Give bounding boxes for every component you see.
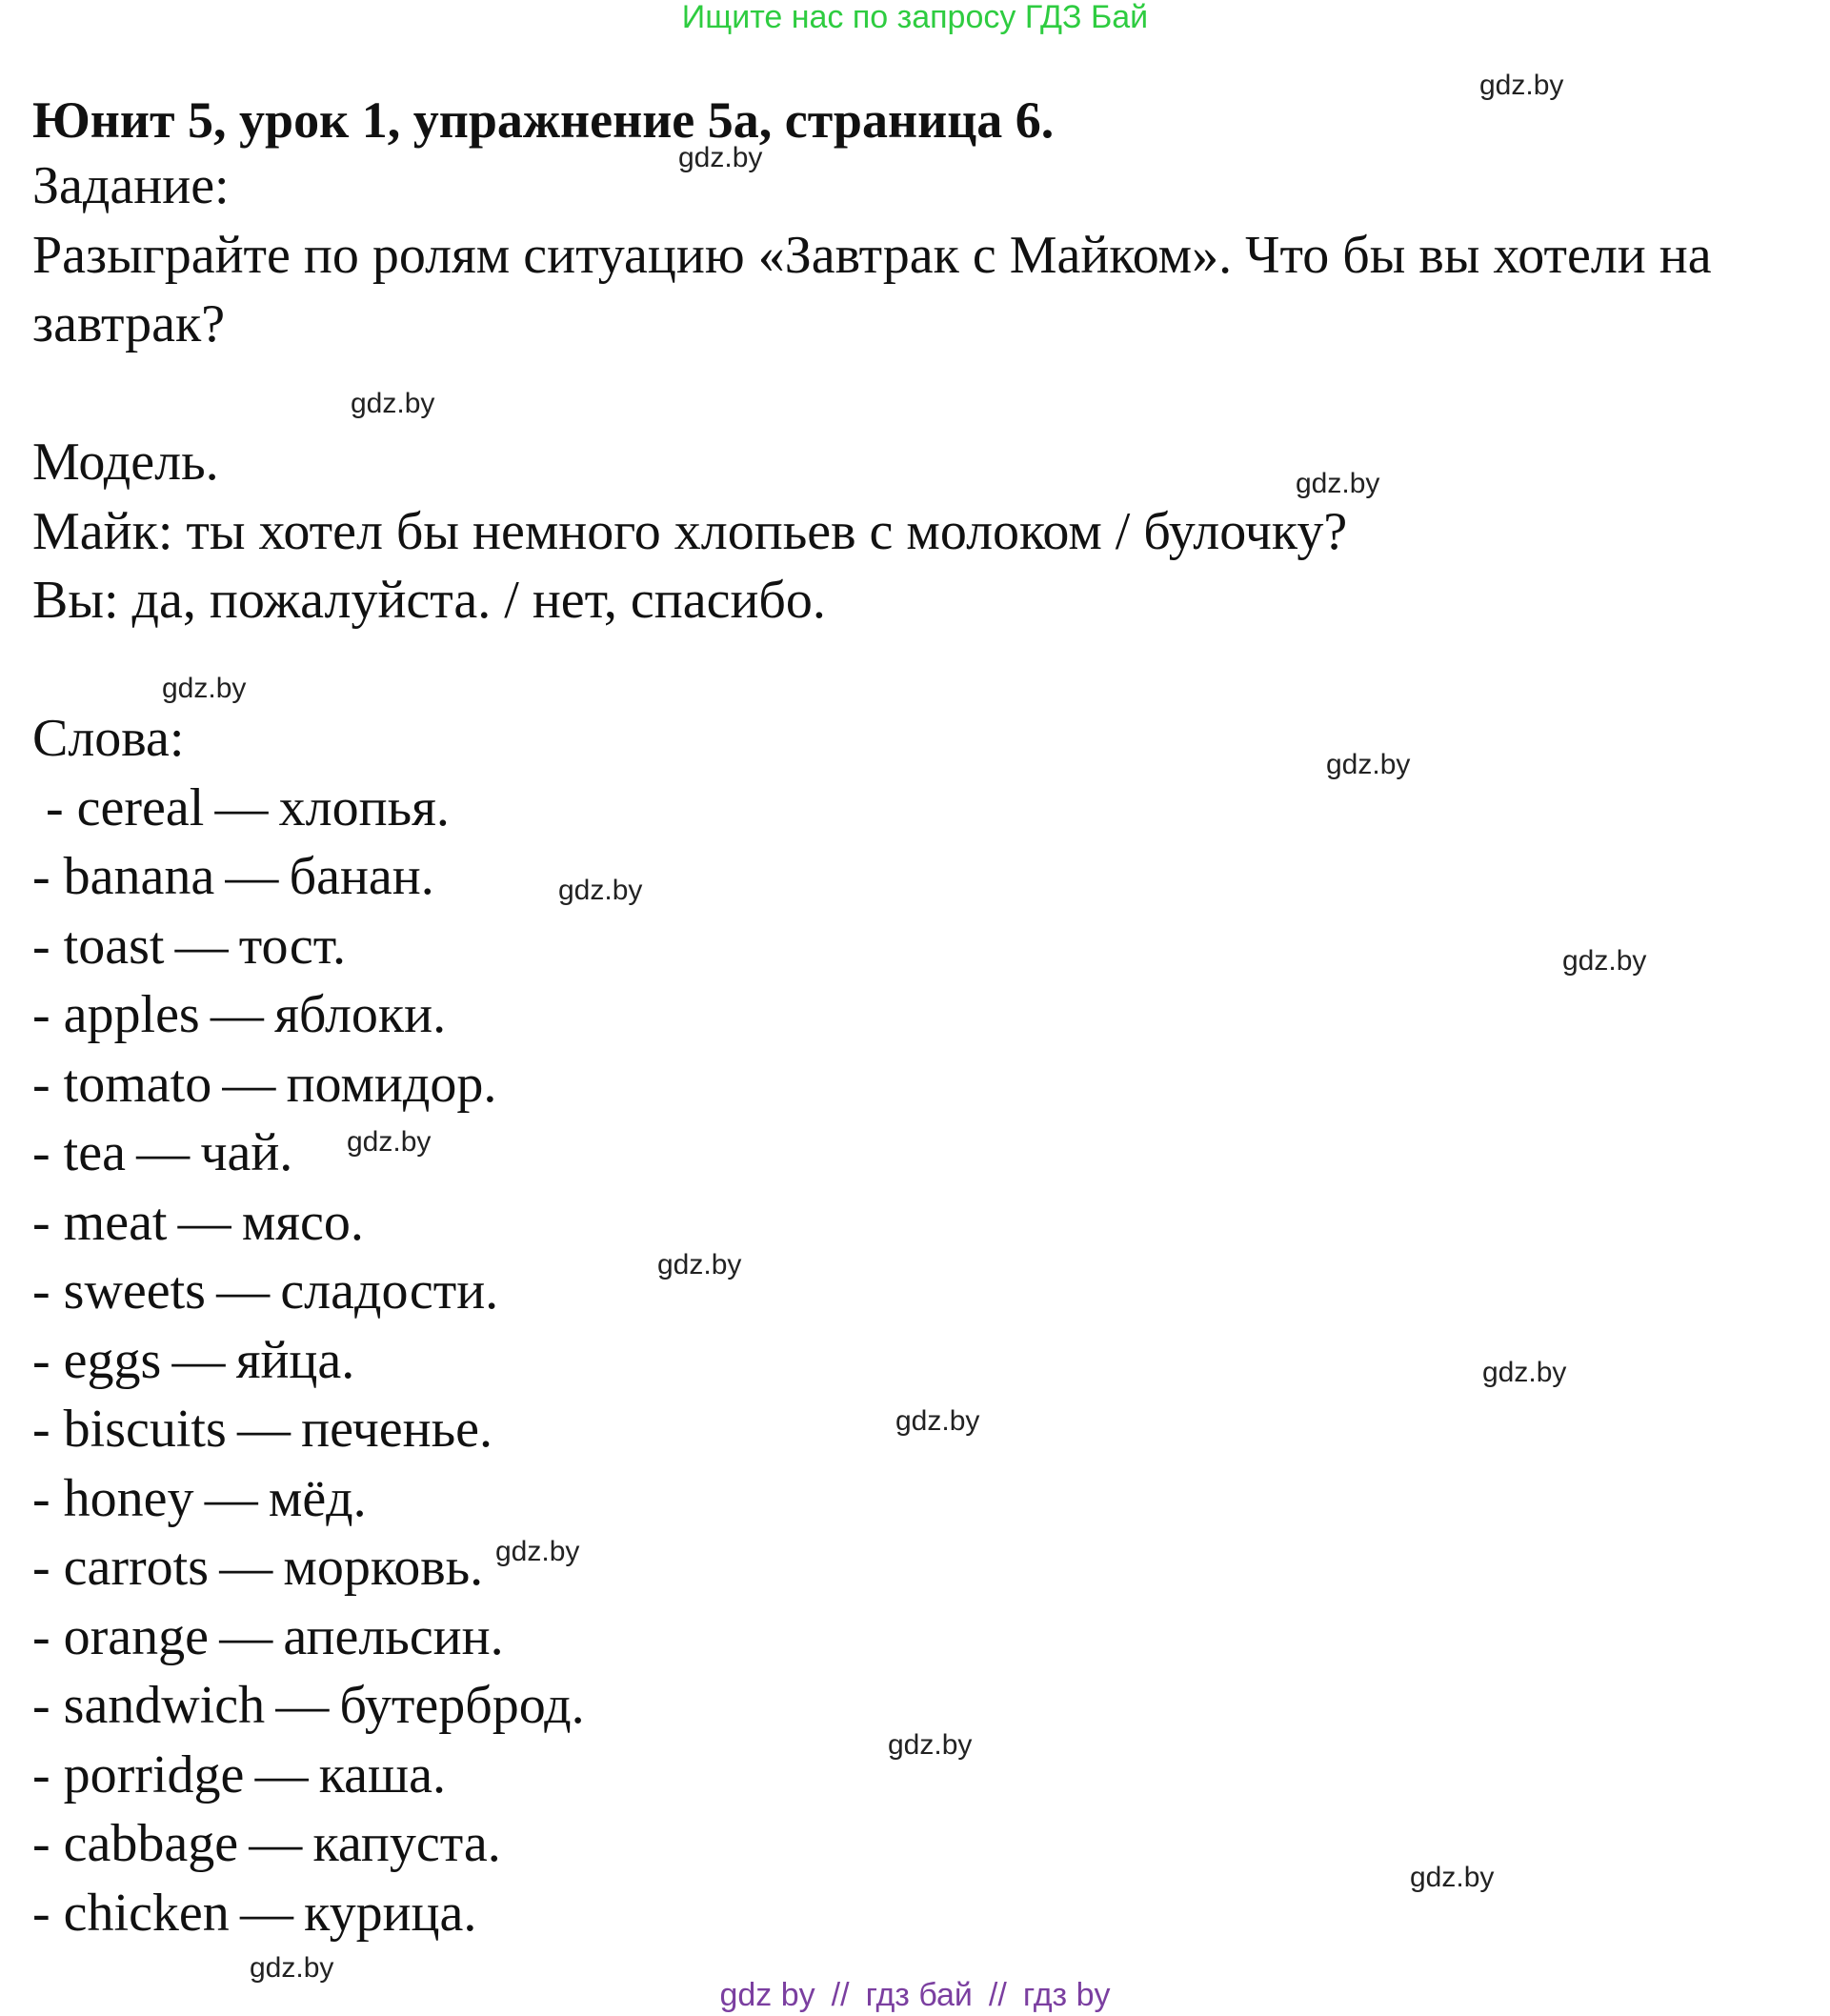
word-russian: сладости.	[280, 1261, 499, 1320]
word-english: biscuits	[63, 1400, 227, 1459]
footer-separator: //	[831, 1977, 850, 2013]
word-russian: помидор.	[286, 1054, 497, 1114]
watermark: gdz.by	[1410, 1862, 1495, 1893]
word-english: tomato	[63, 1054, 212, 1114]
word-separator: —	[210, 985, 264, 1044]
word-separator: —	[174, 916, 229, 976]
word-english: cereal	[76, 777, 205, 837]
watermark: gdz.by	[495, 1536, 580, 1567]
word-separator: —	[177, 1192, 231, 1252]
word-separator: —	[219, 1538, 273, 1597]
watermark: gdz.by	[1479, 70, 1564, 101]
watermark: gdz.by	[558, 875, 643, 906]
word-separator: —	[219, 1606, 273, 1666]
word-separator: —	[222, 1054, 276, 1114]
word-separator: —	[239, 1883, 293, 1943]
word-english: tea	[63, 1123, 126, 1182]
word-english: honey	[63, 1468, 194, 1528]
watermark: gdz.by	[888, 1729, 973, 1761]
bullet-dash: -	[32, 1054, 50, 1114]
word-russian: мёд.	[268, 1468, 367, 1528]
bullet-dash: -	[46, 777, 64, 837]
word-english: toast	[63, 916, 165, 976]
model-label: Модель.	[32, 433, 219, 492]
bullet-dash: -	[32, 1330, 50, 1390]
watermark: gdz.by	[657, 1249, 742, 1280]
word-item	[32, 1257, 1804, 1326]
word-item	[32, 1119, 1804, 1188]
bullet-dash: -	[32, 1744, 50, 1804]
word-item	[32, 1188, 1804, 1258]
word-russian: морковь.	[283, 1538, 484, 1597]
word-item	[32, 1603, 1804, 1672]
word-english: orange	[63, 1606, 210, 1666]
word-separator: —	[214, 777, 269, 837]
bullet-dash: -	[32, 1538, 50, 1597]
word-russian: каша.	[318, 1744, 446, 1804]
word-russian: капуста.	[312, 1814, 501, 1873]
word-english: carrots	[63, 1538, 210, 1597]
bullet-dash: -	[32, 1261, 50, 1320]
word-english: sandwich	[63, 1676, 266, 1735]
word-english: eggs	[63, 1330, 162, 1390]
word-item	[32, 1809, 1804, 1879]
bullet-dash: -	[32, 985, 50, 1044]
word-separator: —	[171, 1330, 226, 1390]
word-separator: —	[236, 1400, 291, 1459]
word-english: apples	[63, 985, 200, 1044]
bullet-dash: -	[32, 847, 50, 906]
word-english: banana	[63, 847, 215, 906]
bullet-dash: -	[32, 1123, 50, 1182]
word-separator: —	[216, 1261, 271, 1320]
word-russian: мясо.	[241, 1192, 364, 1252]
bullet-dash: -	[32, 1676, 50, 1735]
watermark: gdz.by	[250, 1952, 334, 1984]
word-item	[32, 1464, 1804, 1534]
bullet-dash: -	[32, 916, 50, 976]
word-russian: чай.	[200, 1123, 293, 1182]
word-item	[32, 1533, 1804, 1603]
page-title: Юнит 5, урок 1, упражнение 5а, страница 6.	[32, 91, 1055, 149]
word-item	[32, 774, 1804, 843]
word-separator: —	[204, 1468, 258, 1528]
dialogue-line-mike: Майк: ты хотел бы немного хлопьев с молоком / булочку?	[32, 501, 1348, 561]
watermark: gdz.by	[678, 142, 763, 173]
footer-separator: //	[988, 1977, 1007, 2013]
spacer	[32, 635, 1804, 705]
word-russian: банан.	[289, 847, 434, 906]
watermark: gdz.by	[1326, 749, 1411, 780]
watermark: gdz.by	[1562, 945, 1647, 977]
word-russian: яблоки.	[274, 985, 447, 1044]
task-label: Задание:	[32, 156, 230, 215]
word-english: porridge	[63, 1744, 245, 1804]
word-russian: печенье.	[301, 1400, 493, 1459]
footer-link-gdz-by-cyr[interactable]: гдз by	[1022, 1977, 1111, 2013]
words-label: Слова:	[32, 709, 185, 768]
bullet-dash: -	[32, 1192, 50, 1252]
word-item	[32, 1050, 1804, 1119]
word-russian: яйца.	[235, 1330, 355, 1390]
word-english: sweets	[63, 1261, 206, 1320]
watermark: gdz.by	[895, 1405, 980, 1437]
word-separator: —	[225, 847, 279, 906]
watermark: gdz.by	[1296, 468, 1380, 499]
word-separator: —	[136, 1123, 191, 1182]
document-body	[32, 89, 1804, 1947]
word-russian: тост.	[238, 916, 347, 976]
top-banner[interactable]: Ищите нас по запросу ГДЗ Бай	[681, 0, 1149, 35]
bullet-dash: -	[32, 1468, 50, 1528]
word-english: cabbage	[63, 1814, 239, 1873]
watermark: gdz.by	[347, 1126, 432, 1158]
word-separator: —	[249, 1814, 303, 1873]
bullet-dash: -	[32, 1814, 50, 1873]
task-text: Разыграйте по ролям ситуацию «Завтрак с Майком». Что бы вы хотели на завтрак?	[32, 225, 1712, 353]
footer-link-gdz-by[interactable]: gdz by	[719, 1977, 815, 2013]
word-item	[32, 980, 1804, 1050]
bullet-dash: -	[32, 1606, 50, 1666]
watermark: gdz.by	[1482, 1357, 1567, 1388]
word-english: meat	[63, 1192, 168, 1252]
footer-link-gdz-bai[interactable]: гдз бай	[865, 1977, 973, 2013]
bullet-dash: -	[32, 1883, 50, 1943]
word-separator: —	[254, 1744, 309, 1804]
word-english: chicken	[63, 1883, 230, 1943]
word-separator: —	[275, 1676, 330, 1735]
word-russian: апельсин.	[283, 1606, 504, 1666]
watermark: gdz.by	[351, 388, 435, 419]
bullet-dash: -	[32, 1400, 50, 1459]
word-item	[32, 912, 1804, 981]
word-item	[32, 1879, 1804, 1948]
dialogue-line-you: Вы: да, пожалуйста. / нет, спасибо.	[32, 571, 826, 630]
footer-links	[0, 1978, 1830, 2012]
spacer	[32, 359, 1804, 429]
word-russian: бутерброд.	[339, 1676, 585, 1735]
word-item	[32, 842, 1804, 912]
word-russian: курица.	[304, 1883, 477, 1943]
watermark: gdz.by	[162, 673, 247, 704]
word-russian: хлопья.	[278, 777, 450, 837]
